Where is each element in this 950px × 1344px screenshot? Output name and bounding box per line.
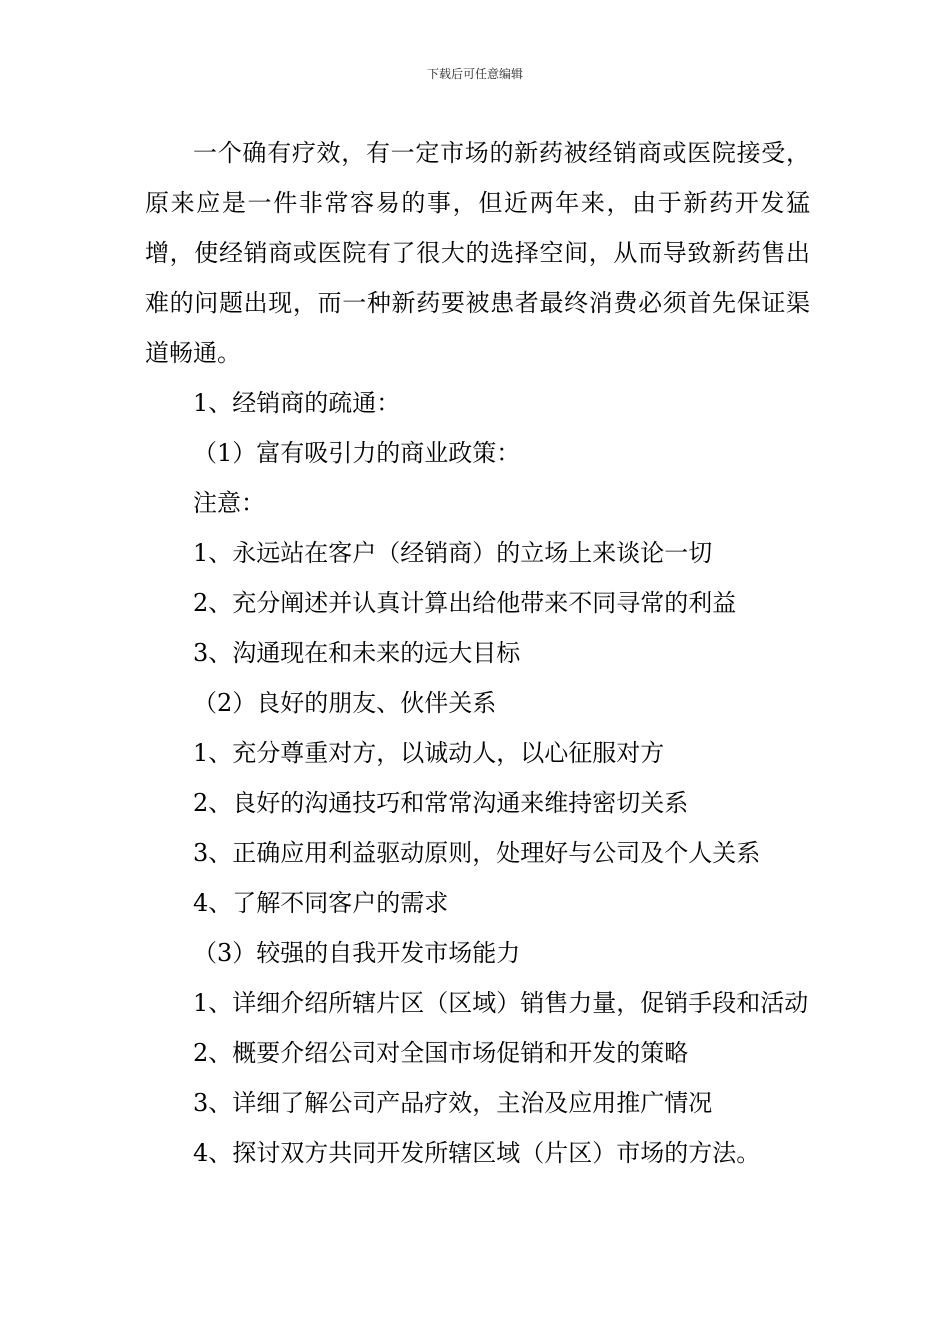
note-label: 注意： — [193, 489, 265, 517]
list-item: 4、了解不同客户的需求 — [193, 889, 449, 917]
list-item: 2、充分阐述并认真计算出给他带来不同寻常的利益 — [193, 589, 737, 617]
list-item: 2、概要介绍公司对全国市场促销和开发的策略 — [193, 1039, 689, 1067]
list-item: 3、沟通现在和未来的远大目标 — [193, 639, 521, 667]
page-header: 下载后可任意编辑 — [426, 67, 523, 81]
subsection-heading: （3）较强的自我开发市场能力 — [193, 939, 521, 967]
document-body — [145, 128, 810, 1178]
subsection-heading: （1）富有吸引力的商业政策： — [193, 439, 521, 467]
section-heading: 1、经销商的疏通： — [193, 389, 401, 417]
list-item: 3、详细了解公司产品疗效，主治及应用推广情况 — [193, 1089, 713, 1117]
list-item: 2、良好的沟通技巧和常常沟通来维持密切关系 — [193, 789, 689, 817]
list-item: 3、正确应用利益驱动原则，处理好与公司及个人关系 — [193, 839, 761, 867]
list-item: 1、充分尊重对方，以诚动人，以心征服对方 — [193, 739, 665, 767]
list-item: 1、详细介绍所辖片区（区域）销售力量，促销手段和活动 — [193, 989, 809, 1017]
list-item: 1、永远站在客户（经销商）的立场上来谈论一切 — [193, 539, 713, 567]
subsection-heading: （2）良好的朋友、伙伴关系 — [193, 689, 497, 717]
list-item: 4、探讨双方共同开发所辖区域（片区）市场的方法。 — [193, 1139, 761, 1167]
intro-paragraph: 一个确有疗效，有一定市场的新药被经销商或医院接受，原来应是一件非常容易的事，但近两年来，由于新药开发猛增，使经销商或医院有了很大的选择空间，从而导致新药售出难的问题出现，而一种新药要被患者最终消费必须首先保证渠道畅通。 — [145, 139, 810, 367]
